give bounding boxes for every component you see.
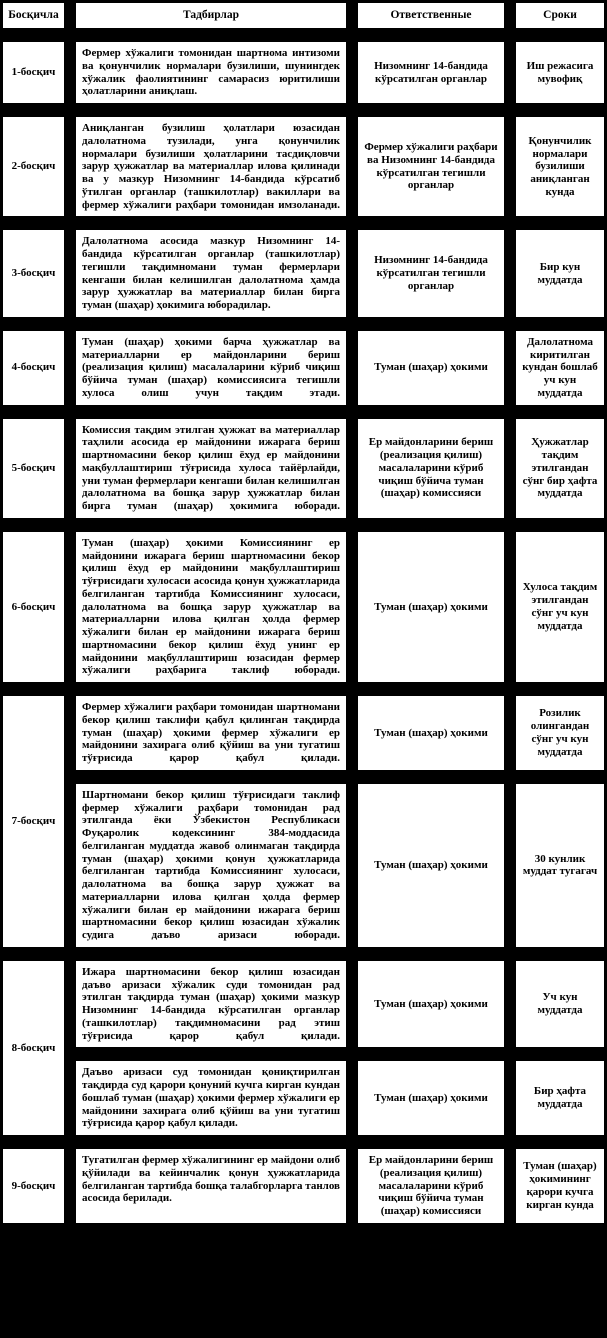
stage-cell: 9-босқич [2,1148,65,1224]
responsible-cell: Туман (шаҳар) ҳокими [357,960,505,1049]
measure-cell: Фермер хўжалиги раҳбари томонидан шартномани бекор қилиш таклифи қабул қилинган тақдирда туман (шаҳар) ҳокими фермер хўжалиги ер майдонини захирага олиб қўйиш ва уни тугатиш тўғрисида қарор қабул қилади. [75,695,347,771]
deadline-cell: Хулоса тақдим этилгандан сўнг уч кун муддатда [515,531,605,683]
stage-cell: 8-босқич [2,960,65,1136]
measure-cell: Комиссия тақдим этилган ҳужжат ва материаллар таҳлили асосида ер майдонини ижарага бериш шартномасини бекор қилиш ёхуд ер майдонини мақбуллаштириш тўғрисида хулоса тайёрлайди, уни туман фермерлари кенгаши билан келишилган далолатнома ва бошқа зарур ҳужжатлар билан бирга туман (шаҳар) ҳокимига юборади. [75,418,347,519]
measure-cell: Фермер хўжалиги томонидан шартнома интизоми ва қонунчилик нормалари бузилиши, шунингдек хўжалик фаолиятининг самарасиз юритилиши ҳолатларини аниқлаш. [75,41,347,104]
deadline-cell: Бир кун муддатда [515,229,605,318]
deadline-cell: Туман (шаҳар) ҳокимининг қарори кучга кирган кунда [515,1148,605,1224]
responsible-cell: Туман (шаҳар) ҳокими [357,330,505,406]
deadline-cell: Иш режасига мувофиқ [515,41,605,104]
column-header-deadline: Сроки [515,2,605,29]
stage-cell: 4-босқич [2,330,65,406]
measure-cell: Шартномани бекор қилиш тўғрисидаги таклиф фермер хўжалиги раҳбари томонидан рад этилганда ёки Ўзбекистон Республикаси Фуқаролик кодексининг 384-моддасида белгиланган муддатда жавоб олинмаган тақдирда туман (шаҳар) ҳокими қонун ҳужжатларида белгиланган тартибда Комиссиянинг хулосаси, далолатнома ва бошқа зарур ҳужжат ва материалларни илова қилган ҳолда фермер хўжалиги билан ер майдонини ижарага бериш шартномасини бекор қилиш юзасидан хўжалик судига даъво аризаси юборади. [75,783,347,948]
stage-cell: 1-босқич [2,41,65,104]
measure-cell: Далолатнома асосида мазкур Низомнинг 14-бандида кўрсатилган органлар (ташкилотлар) тегишли тақдимномани туман фермерлари кенгаши билан келишилган далолатнома ҳамда зарур ҳужжатлар ва материаллар билан бирга туман (шаҳар) ҳокимига юборадилар. [75,229,347,318]
responsible-cell: Фермер хўжалиги раҳбари ва Низомнинг 14-бандида кўрсатилган тегишли органлар [357,116,505,217]
responsible-cell: Ер майдонларини бериш (реализация қилиш) масалаларини кўриб чиқиш бўйича туман (шаҳар) комиссияси [357,418,505,519]
responsible-cell: Туман (шаҳар) ҳокими [357,1060,505,1136]
responsible-cell: Туман (шаҳар) ҳокими [357,783,505,948]
stage-cell: 6-босқич [2,531,65,683]
responsible-cell: Туман (шаҳар) ҳокими [357,695,505,771]
column-header-measures: Тадбирлар [75,2,347,29]
stage-cell: 5-босқич [2,418,65,519]
measure-cell: Тугатилган фермер хўжалигининг ер майдони олиб қўйилади ва кейинчалик қонун ҳужжатларида белгиланган тартибда бошқа талабгорларга танлов асосида берилади. [75,1148,347,1224]
measure-cell: Ижара шартномасини бекор қилиш юзасидан даъво аризаси хўжалик суди томонидан рад этилган тақдирда туман (шаҳар) ҳокими мазкур Низомнинг 14-бандида кўрсатилган органлар (ташкилотлар) тақдимномасини рад этиш тўғрисида қарор қабул қилади. [75,960,347,1049]
deadline-cell: Қонунчилик нормалари бузилиши аниқланган кунда [515,116,605,217]
deadline-cell: Розилик олингандан сўнг уч кун муддатда [515,695,605,771]
stage-cell: 7-босқич [2,695,65,948]
responsible-cell: Низомнинг 14-бандида кўрсатилган органлар [357,41,505,104]
column-header-responsible: Ответственные [357,2,505,29]
measure-cell: Туман (шаҳар) ҳокими Комиссиянинг ер майдонини ижарага бериш шартномасини бекор қилиш ёхуд ер майдонини мақбуллаштириш тўғрисидаги хулосаси асосида қонун ҳужжатларида белгиланган тартибда Комиссиянинг хулосаси, далолатнома ва бошқа зарур ҳужжатлар ва материалларни илова қилган ҳолда фермер хўжалиги билан ер майдонини ижарага бериш шартномасини бекор қилиш ёхуд унинг ер майдонини мақбуллаштириш юзасидан фермер хўжалиги раҳбарига таклиф юборади. [75,531,347,683]
measure-cell: Туман (шаҳар) ҳокими барча ҳужжатлар ва материалларни ер майдонларини бериш (реализация қилиш) масалаларини кўриб чиқиш бўйича туман (шаҳар) комиссиясига тегишли хулоса олиш учун тақдим этади. [75,330,347,406]
deadline-cell: Далолатнома киритилган кундан бошлаб уч кун муддатда [515,330,605,406]
deadline-cell: Бир ҳафта муддатда [515,1060,605,1136]
deadline-cell: Ҳужжатлар тақдим этилгандан сўнг бир ҳафта муддатда [515,418,605,519]
deadline-cell: 30 кунлик муддат тугагач [515,783,605,948]
stage-cell: 2-босқич [2,116,65,217]
responsible-cell: Ер майдонларини бериш (реализация қилиш) масалаларини кўриб чиқиш бўйича туман (шаҳар) комиссияси [357,1148,505,1224]
deadline-cell: Уч кун муддатда [515,960,605,1049]
measure-cell: Даъво аризаси суд томонидан қониқтирилган тақдирда суд қарори қонуний кучга кирган кундан бошлаб туман (шаҳар) ҳокими фермер хўжалиги ер майдонини захирага олиб қўйиш ва уни тугатиш тўғрисида қарор қабул қилади. [75,1060,347,1136]
stage-cell: 3-босқич [2,229,65,318]
measure-cell: Аниқланган бузилиш ҳолатлари юзасидан далолатнома тузилади, унга қонунчилик нормалари бузилиши ҳолатларини тасдиқловчи зарур ҳужжатлар ва материаллар илова қилинади ва у мазкур Низомнинг 14-бандида кўрсатиб ўтилган органлар (ташкилотлар) вакиллари ва фермер хўжалиги раҳбари томонидан имзоланади. [75,116,347,217]
column-header-stage: Босқичла [2,2,65,29]
responsible-cell: Туман (шаҳар) ҳокими [357,531,505,683]
responsible-cell: Низомнинг 14-бандида кўрсатилган тегишли органлар [357,229,505,318]
